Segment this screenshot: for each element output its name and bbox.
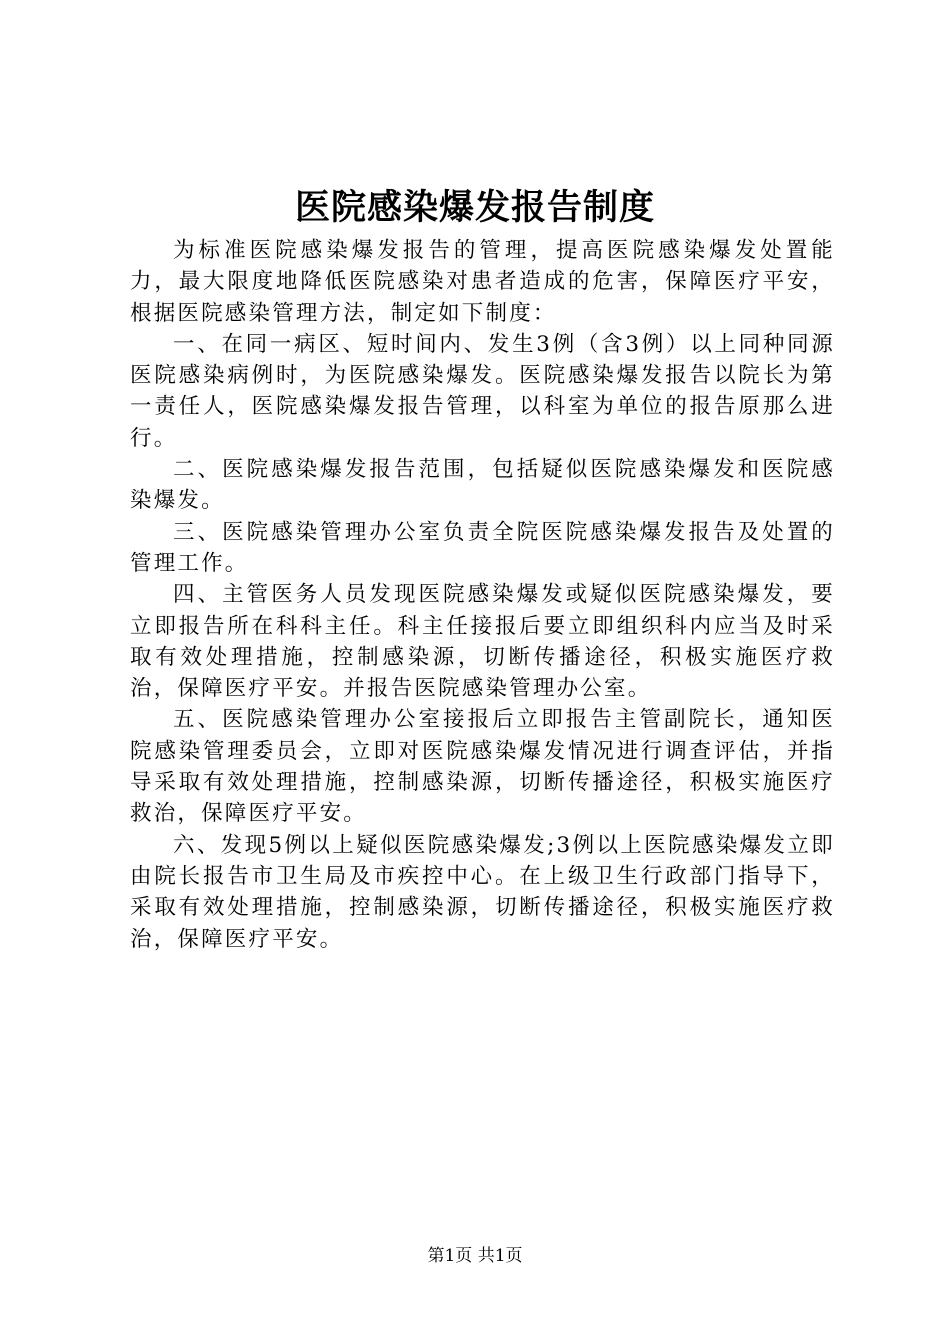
- document-title: 医院感染爆发报告制度: [294, 187, 655, 228]
- paragraph-5: 五、医院感染管理办公室接报后立即报告主管副院长，通知医院感染管理委员会，立即对医院感染爆发情况进行调查评估，并指导采取有效处理措施，控制感染源，切断传播途径，积极实施医疗救治，保障医疗平安。: [130, 707, 835, 827]
- page-footer: 第1页 共1页: [427, 1246, 523, 1266]
- document-body: [130, 235, 835, 955]
- paragraph-3: 三、医院感染管理办公室负责全院医院感染爆发报告及处置的管理工作。: [130, 519, 835, 576]
- paragraph-2: 二、医院感染爆发报告范围，包括疑似医院感染爆发和医院感染爆发。: [130, 457, 835, 514]
- paragraph-6: 六、发现5例以上疑似医院感染爆发;3例以上医院感染爆发立即由院长报告市卫生局及市疾控中心。在上级卫生行政部门指导下，采取有效处理措施，控制感染源，切断传播途径，积极实施医疗救治，保障医疗平安。: [130, 832, 835, 952]
- paragraph-1: 一、在同一病区、短时间内、发生3例（含3例）以上同种同源医院感染病例时，为医院感染爆发。医院感染爆发报告以院长为第一责任人，医院感染爆发报告管理，以科室为单位的报告原那么进行。: [130, 331, 835, 451]
- paragraph-intro: 为标准医院感染爆发报告的管理，提高医院感染爆发处置能力，最大限度地降低医院感染对患者造成的危害，保障医疗平安，根据医院感染管理方法，制定如下制度：: [130, 238, 835, 326]
- paragraph-4: 四、主管医务人员发现医院感染爆发或疑似医院感染爆发，要立即报告所在科科主任。科主任接报后要立即组织科内应当及时采取有效处理措施，控制感染源，切断传播途径，积极实施医疗救治，保障医疗平安。并报告医院感染管理办公室。: [130, 582, 835, 702]
